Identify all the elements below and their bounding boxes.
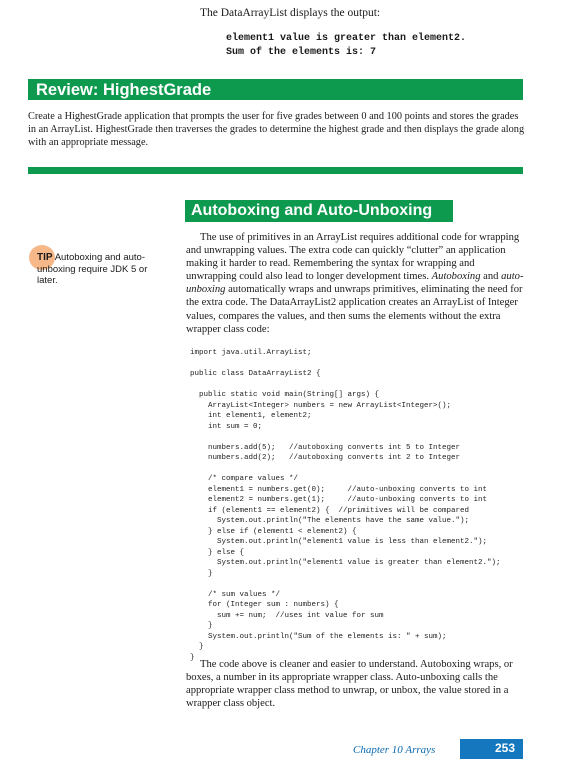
page-number: 253: [494, 741, 515, 755]
output-line-2: Sum of the elements is: 7: [226, 47, 377, 58]
output-line-1: element1 value is greater than element2.: [226, 33, 467, 44]
tip-label: TIP: [37, 252, 53, 263]
footer-chapter: Chapter 10 Arrays: [353, 744, 436, 756]
code-listing: import java.util.ArrayList; public class DataArrayList2 { public static void main(String[] args) { ArrayList<Integer> numbers = new ArrayList<Integer>(); int element1, element2; int sum = 0; numbers.add(5); //autoboxing converts int 5 to Integer numbers.add(2); //autoboxing converts int 2 to Integer /* compare values */ element1 = numbers.get(0); //auto-unboxing converts to int element2 = numbers.get(1); //auto-unboxing converts to int if (element1 == element2) { //primitives will be compared System.out.println("The elements have the same value."); } else if (element1 < element2) { System.out.println("element1 value is less than element2."); } else { System.out.println("element1 value is greater than element2."); } /* sum values */ for (Integer sum : numbers) { sum += num; //uses int value for sum } System.out.println("Sum of the elements is: " + sum); } }: [190, 349, 501, 662]
review-title: Review: HighestGrade: [36, 81, 212, 99]
summary-text: The code above is cleaner and easier to understand. Autoboxing wraps, or boxes, a number in its appropriate wrapper class. Auto-unboxing calls the appropriate wrapper class method to unwrap, or unbox, the value stored in a wrapper class object.: [186, 659, 513, 710]
program-output: [226, 32, 466, 60]
section-divider: [28, 167, 523, 174]
summary-paragraph: [186, 658, 526, 710]
tip-text: Autoboxing and auto-unboxing require JDK 5 or later.: [37, 252, 148, 286]
term-autoboxing: Autoboxing: [431, 271, 481, 283]
term-auto-unboxing: auto-unboxing: [186, 271, 524, 296]
autoboxing-paragraph: [186, 231, 524, 336]
tip-sidebar: [37, 252, 161, 287]
para1-text-3: automatically wraps and unwraps primitives, eliminating the need for the extra code. The DataArrayList2 application creates an ArrayList of Integer values, compares the values, and then sums the elements without the extra wrapper class code:: [186, 284, 523, 335]
review-body: Create a HighestGrade application that prompts the user for five grades between 0 and 100 points and stores the grades in an ArrayList. HighestGrade then traverses the grades to determine the highest grade and then displays the grade along with an appropriate message.: [28, 111, 525, 148]
section-title: Autoboxing and Auto-Unboxing: [191, 202, 433, 219]
para1-text-1: The use of primitives in an ArrayList requires additional code for wrapping and unwrapping values. The extra code can quickly “clutter” an application making it harder to read. Remembering the syntax for wrapping and unwrapping could also lead to longer development times.: [186, 232, 520, 283]
intro-sentence: The DataArrayList displays the output:: [200, 7, 381, 19]
para1-text-2: and: [480, 271, 502, 283]
